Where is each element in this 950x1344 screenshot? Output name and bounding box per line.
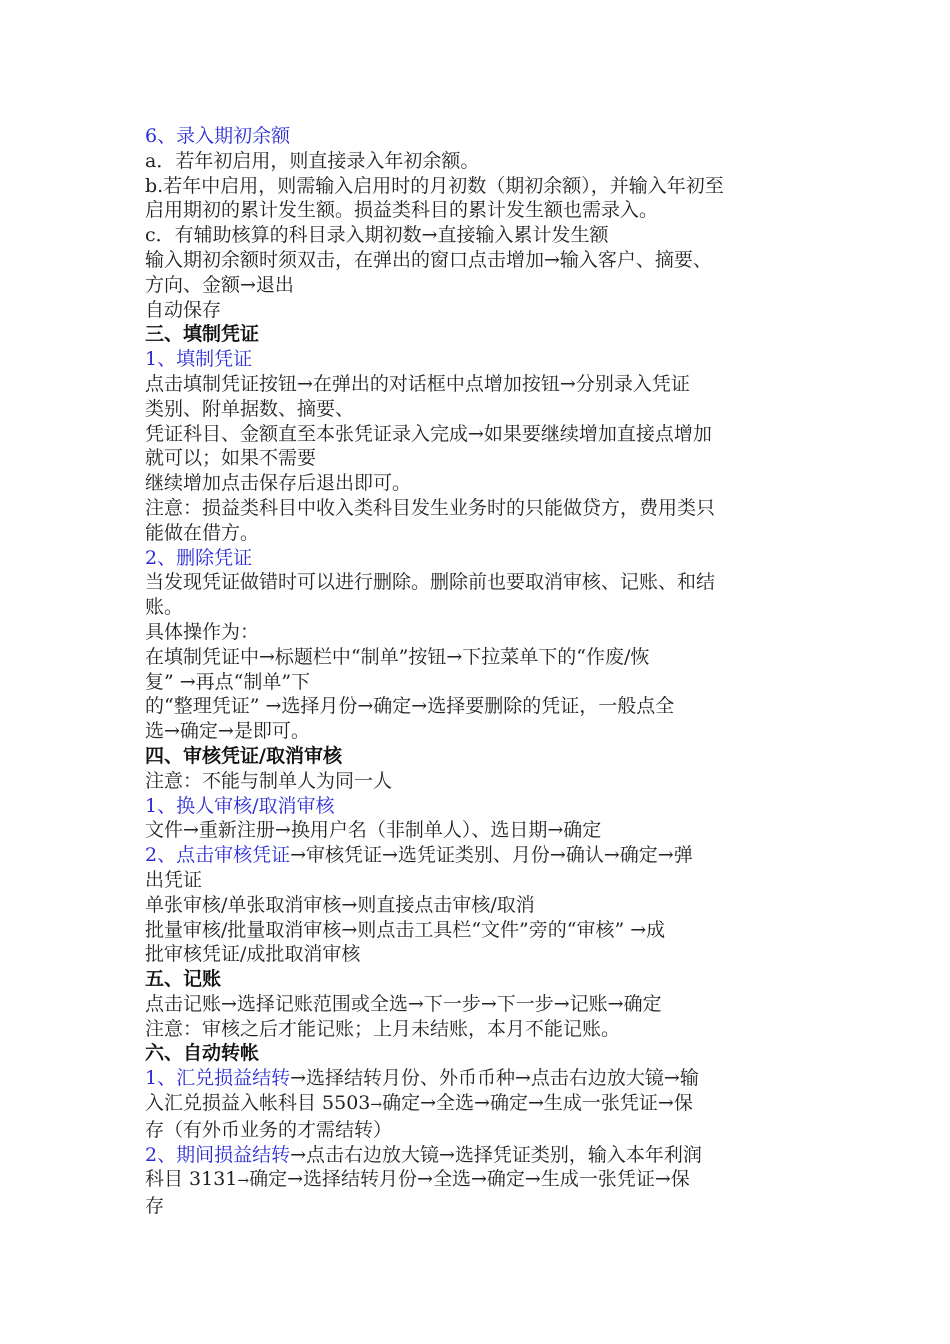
paragraph-line: 当发现凭证做错时可以进行删除。删除前也要取消审核、记账、和结: [145, 571, 716, 594]
paragraph-line: 注意：损益类科目中收入类科目发生业务时的只能做贷方，费用类只: [145, 496, 716, 519]
paragraph-line: 点击填制凭证按钮→在弹出的对话框中点增加按钮→分别录入凭证: [145, 372, 690, 395]
paragraph-line: 方向、金额→退出: [145, 273, 294, 296]
paragraph-line: [145, 1143, 810, 1168]
line-text: 入汇兑损益入帐科目 5503: [145, 1092, 371, 1115]
paragraph-line: 批量审核/批量取消审核→则点击工具栏“文件”旁的“审核” →成: [145, 918, 666, 941]
paragraph-line: [145, 1167, 810, 1194]
paragraph-line: 类别、附单据数、摘要、: [145, 397, 355, 420]
paragraph-line: 账。: [145, 596, 184, 619]
small-arrow: →: [237, 1173, 250, 1190]
paragraph-line: 就可以；如果不需要: [145, 447, 317, 470]
paragraph-line: 注意：审核之后才能记账；上月未结账，本月不能记账。: [145, 1017, 621, 1040]
paragraph-line: b.若年中启用，则需输入启用时的月初数（期初余额），并输入年初至: [145, 174, 724, 197]
paragraph-line: [145, 1091, 810, 1118]
paragraph-line: 出凭证: [145, 868, 203, 891]
line-text: →点击右边放大镜→选择凭证类别，输入本年利润: [290, 1143, 702, 1166]
paragraph-line: 在填制凭证中→标题栏中“制单”按钮→下拉菜单下的“作废/恢: [145, 645, 650, 668]
line-text: 科目 3131: [145, 1168, 238, 1191]
chapter-heading: 三、填制凭证: [145, 323, 260, 346]
paragraph-line: 自动保存: [145, 298, 222, 321]
chapter-heading: 六、自动转帐: [145, 1042, 260, 1065]
paragraph-line: [145, 1066, 810, 1091]
paragraph-line: 选→确定→是即可。: [145, 720, 310, 743]
paragraph-line: 能做在借方。: [145, 521, 260, 544]
document-body: [145, 124, 810, 1219]
paragraph-line: 具体操作为：: [145, 620, 260, 643]
paragraph-line: 批审核凭证/成批取消审核: [145, 943, 361, 966]
section-title: 1、汇兑损益结转: [145, 1067, 291, 1090]
chapter-heading: 五、记账: [145, 968, 222, 991]
section-title: 2、期间损益结转: [145, 1143, 291, 1166]
paragraph-line: 文件→重新注册→换用户名（非制单人）、选日期→确定: [145, 819, 602, 842]
section-title: 1、换人审核/取消审核: [145, 794, 335, 817]
paragraph-line: 存: [145, 1195, 165, 1218]
paragraph-line: [145, 843, 810, 868]
paragraph-line: 的“整理凭证” →选择月份→确定→选择要删除的凭证，一般点全: [145, 695, 675, 718]
paragraph-line: 注意：不能与制单人为同一人: [145, 769, 393, 792]
small-arrow: →: [370, 1097, 383, 1114]
paragraph-line: 输入期初余额时须双击，在弹出的窗口点击增加→输入客户、摘要、: [145, 248, 712, 271]
line-text: →审核凭证→选凭证类别、月份→确认→确定→弹: [290, 844, 693, 867]
section-title: 1、填制凭证: [145, 348, 253, 371]
section-title: 2、删除凭证: [145, 546, 253, 569]
paragraph-line: a．若年初启用，则直接录入年初余额。: [145, 149, 480, 172]
section-title: 2、点击审核凭证: [145, 844, 291, 867]
paragraph-line: 复” →再点“制单”下: [145, 670, 311, 693]
chapter-heading: 四、审核凭证/取消审核: [145, 744, 342, 767]
paragraph-line: c．有辅助核算的科目录入期初数→直接输入累计发生额: [145, 224, 609, 247]
paragraph-line: 凭证科目、金额直至本张凭证录入完成→如果要继续增加直接点增加: [145, 422, 712, 445]
line-text: 确定→选择结转月份→全选→确定→生成一张凭证→保: [249, 1168, 690, 1191]
line-text: 确定→全选→确定→生成一张凭证→保: [382, 1092, 693, 1115]
line-text: →选择结转月份、外币币种→点击右边放大镜→输: [290, 1067, 699, 1090]
paragraph-line: 存（有外币业务的才需结转）: [145, 1118, 393, 1141]
paragraph-line: 启用期初的累计发生额。损益类科目的累计发生额也需录入。: [145, 199, 659, 222]
paragraph-line: 继续增加点击保存后退出即可。: [145, 472, 412, 495]
section-title: 6、录入期初余额: [145, 125, 291, 147]
paragraph-line: 点击记账→选择记账范围或全选→下一步→下一步→记账→确定: [145, 992, 662, 1015]
paragraph-line: 单张审核/单张取消审核→则直接点击审核/取消: [145, 893, 535, 916]
